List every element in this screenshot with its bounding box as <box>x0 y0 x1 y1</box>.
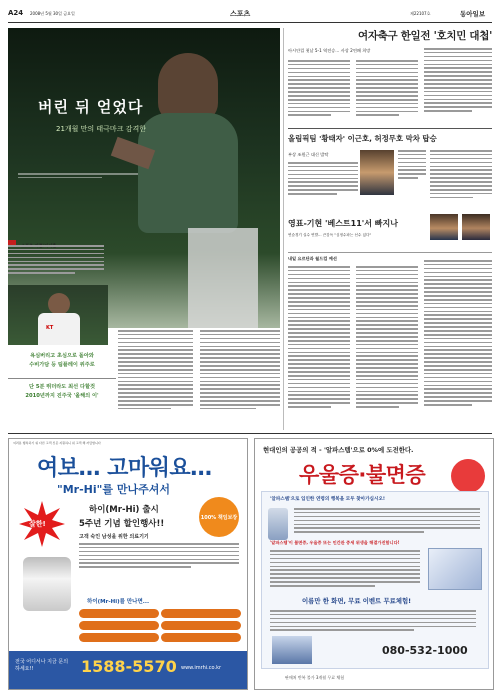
ad-left-pill-2 <box>161 609 241 618</box>
feature-subtitle: 21개월 만의 태극마크 감격한 <box>56 125 146 133</box>
player-photo: KT <box>8 285 108 345</box>
issue-number: 제22107호 <box>410 11 431 16</box>
player-photo-young-pyo <box>430 214 458 240</box>
right-top-col2 <box>356 60 418 118</box>
issue-date: 2008년 5월 30일 금요일 <box>30 11 75 16</box>
ad-right-copy2 <box>270 550 420 589</box>
ad-right-slogan: 현대인의 공공의 적 - '알파스템'으로 0%에 도전한다. <box>263 446 414 454</box>
feature-photo <box>8 28 280 328</box>
paper-logo: 동아일보 <box>460 10 486 18</box>
byline <box>8 232 104 238</box>
right-mid-col3 <box>430 150 492 201</box>
ad-right-copy1 <box>294 508 480 535</box>
ad-left-pill-3 <box>79 621 159 630</box>
right-low-col2 <box>356 266 418 410</box>
right-low-col1 <box>288 266 350 410</box>
left-body-col3 <box>200 330 280 412</box>
ad-left-product-image <box>23 557 71 611</box>
ad-left-phone: 1588-5570 <box>81 657 177 676</box>
ad-left-seal: 100% 책임보장 <box>199 497 239 537</box>
right-low-story <box>288 218 428 238</box>
ad-alphastem <box>254 438 494 690</box>
page-number: A24 <box>8 9 24 17</box>
right-mid-col1 <box>288 162 358 197</box>
ad-left-bottom-title: 하이(Mr-Hi)를 만나면... <box>87 599 150 605</box>
feature-title: 버린 뒤 얻었다 <box>38 98 144 116</box>
ad-right-headline: 우울증·불면증 <box>299 463 426 487</box>
right-mid-col2 <box>398 150 426 181</box>
ad-left-pill-6 <box>161 633 241 642</box>
ad-left-promo2: 5주년 기념 할인행사!! <box>79 519 165 529</box>
ad-left-top-text: 여러분 행복하기 위 다른 고객 신문 지원하니 위 고객 해 자랑합니다 <box>13 441 101 445</box>
ad-separator <box>8 433 492 434</box>
ad-left-promo1: 하이(Mr-Hi) 출시 <box>89 505 159 515</box>
ad-right-box-image <box>428 548 482 590</box>
right-low-title: 영표-기현 '베스트11'서 빠지나 <box>288 219 398 228</box>
ad-right-phone: 080-532-1000 <box>382 644 468 657</box>
ad-right-footer: 판매처 반복 불가 3개월 무료 체험 <box>285 675 345 680</box>
page-header <box>8 8 492 23</box>
right-mid-title: 올림픽팀 '황태자' 이근호, 허정무호 막차 탑승 <box>288 134 437 143</box>
ad-left-url: www.imrhi.co.kr <box>181 665 222 671</box>
right-top-kicker: 아시안컵 첫날 5-1 역전승… 사상 2연패 희망 <box>288 48 371 53</box>
ad-right-product-photo <box>272 636 312 664</box>
ad-mr-hi <box>8 438 248 690</box>
ad-right-copy3 <box>270 610 476 633</box>
player-photo-ki-hyeon <box>462 214 490 240</box>
lee-keunho-photo <box>360 150 394 195</box>
right-low-kicker: 연습경기 실수 연발… 큰감독 "심정수파는 선수 있다" <box>288 233 372 237</box>
ad-left-pill-1 <box>79 609 159 618</box>
ad-left-headline: 여보… 고마워요… <box>37 456 212 481</box>
ad-left-pill-4 <box>161 621 241 630</box>
pull-quote-1: 욕심버리고 초심으로 돌아와 수비가담 등 팀플레이 위주로 <box>29 353 95 368</box>
right-low-section-rule <box>288 252 492 253</box>
ad-left-copy <box>79 543 239 570</box>
section-name: 스포츠 <box>230 10 251 18</box>
right-low-col3 <box>424 260 492 408</box>
ad-left-footer: 전국 어디서나 지금 문의 하세요!! 1588-5570 www.imrhi.co.kr <box>9 651 247 689</box>
ad-right-bottle <box>268 508 288 540</box>
ad-left-line3: 고객 숙인 남성을 위한 의료기기 <box>79 534 149 540</box>
ad-left-burst: 잘한! <box>19 501 65 547</box>
ad-left-product: "Mr-Hi"를 만나주셔서 <box>57 483 170 496</box>
right-top-col1 <box>288 60 350 118</box>
column-divider <box>283 28 284 430</box>
right-low-section-title: 내일 요르단과 월드컵 예선 <box>288 256 337 261</box>
left-body-col2 <box>118 330 193 412</box>
left-body-top <box>8 245 104 276</box>
right-top-col3 <box>424 48 492 114</box>
right-top-title: 여자축구 한일전 '호치민 대첩' <box>357 30 492 42</box>
right-mid-subhead: 부상 조원근 대신 발탁 <box>288 152 329 157</box>
ad-right-panel: '알파스템'으로 입인한 연령의 행복을 모두 찾아가십시오! '알파스템'이 불면증, 우울증 또는 인간관 증세 위생을 해결가진합니다! 이름만 한 화면, 무료 이벤트 무료체험! 080-532-1000 <box>261 491 489 669</box>
ad-left-pill-5 <box>79 633 159 642</box>
pull-quote-2: 단 5분 뛰더라도 최선 다할것 2010년까지 진주국 '올해의 이' <box>8 378 116 401</box>
